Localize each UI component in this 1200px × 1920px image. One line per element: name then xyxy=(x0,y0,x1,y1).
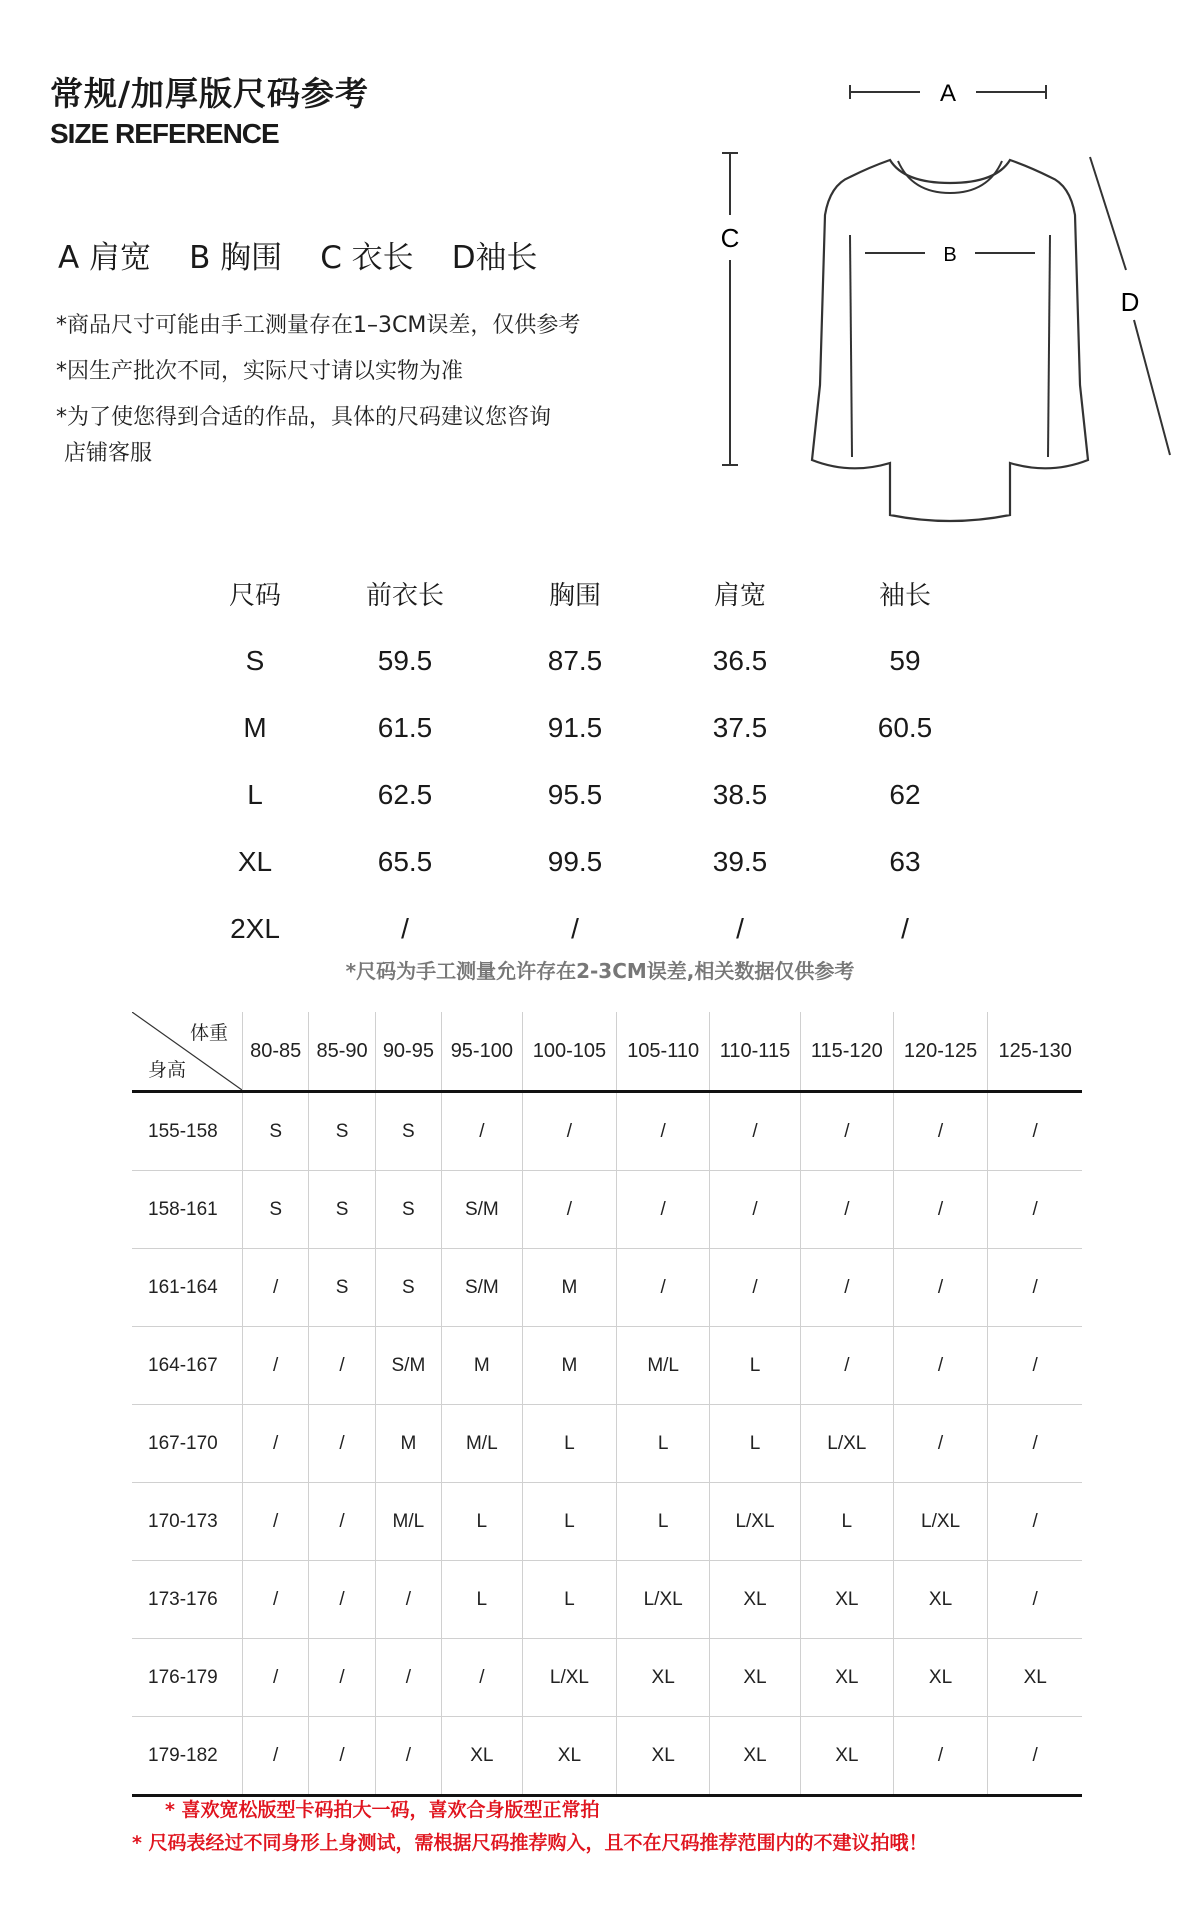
table-row xyxy=(132,1249,1082,1327)
recommendation-cell: L/XL xyxy=(800,1405,893,1483)
weight-header-cell: 110-115 xyxy=(710,1012,801,1092)
corner-cell xyxy=(132,1012,243,1092)
recommendation-cell: / xyxy=(800,1327,893,1405)
size-table-header xyxy=(190,560,990,627)
recommendation-cell: S/M xyxy=(442,1249,523,1327)
measurement-legend xyxy=(58,232,538,277)
recommendation-cell: / xyxy=(988,1717,1082,1796)
table-row xyxy=(190,694,990,761)
recommendation-cell: XL xyxy=(617,1717,710,1796)
recommendation-cell: / xyxy=(309,1327,375,1405)
recommendation-cell: S xyxy=(375,1249,441,1327)
table-cell: 36.5 xyxy=(712,644,768,676)
recommendation-cell: / xyxy=(988,1327,1082,1405)
recommendation-cell: / xyxy=(309,1561,375,1639)
weight-header-row xyxy=(132,1012,1082,1092)
recommendation-cell: L xyxy=(617,1405,710,1483)
page-title: 常规/加厚版尺码参考 xyxy=(50,74,370,113)
weight-header-cell: 80-85 xyxy=(243,1012,309,1092)
note-line: *因生产批次不同，实际尺寸请以实物为准 xyxy=(56,359,464,384)
height-header-cell: 164-167 xyxy=(132,1327,243,1405)
recommendation-cell: XL xyxy=(800,1639,893,1717)
height-header-cell: 158-161 xyxy=(132,1171,243,1249)
recommendation-cell: / xyxy=(710,1249,801,1327)
weight-header-cell: 85-90 xyxy=(309,1012,375,1092)
recommendation-cell: / xyxy=(243,1483,309,1561)
recommendation-cell: / xyxy=(893,1717,988,1796)
recommendation-cell: L xyxy=(800,1483,893,1561)
recommendation-cell: XL xyxy=(710,1717,801,1796)
height-header-cell: 161-164 xyxy=(132,1249,243,1327)
table-cell: 61.5 xyxy=(377,711,433,743)
recommendation-cell: S xyxy=(375,1171,441,1249)
recommendation-cell: / xyxy=(893,1405,988,1483)
height-header-cell: 167-170 xyxy=(132,1405,243,1483)
table-cell: / xyxy=(401,912,409,944)
legend-item-a: A 肩宽 xyxy=(58,240,152,276)
recommendation-cell: / xyxy=(800,1249,893,1327)
table-row xyxy=(132,1327,1082,1405)
recommendation-cell: M/L xyxy=(442,1405,523,1483)
footer-note: * 喜欢宽松版型卡码拍大一码，喜欢合身版型正常拍 xyxy=(165,1799,600,1821)
label-b: B xyxy=(943,244,957,266)
recommendation-cell: / xyxy=(988,1249,1082,1327)
table-cell: L xyxy=(247,778,263,810)
page-subtitle: SIZE REFERENCE xyxy=(50,118,279,149)
weight-label: 体重 xyxy=(189,1022,228,1044)
table-cell: 63 xyxy=(889,845,921,877)
recommendation-cell: / xyxy=(243,1249,309,1327)
table-cell: 87.5 xyxy=(547,644,603,676)
table-row xyxy=(190,627,990,694)
recommendation-cell: / xyxy=(710,1092,801,1171)
label-d: D xyxy=(1120,287,1140,317)
table-cell: 39.5 xyxy=(712,845,768,877)
header-cell: 袖长 xyxy=(878,581,931,611)
table-cell: S xyxy=(245,644,265,676)
recommendation-cell: / xyxy=(243,1327,309,1405)
table-cell: 38.5 xyxy=(712,778,768,810)
table-cell: XL xyxy=(237,845,273,877)
recommendation-cell: / xyxy=(988,1171,1082,1249)
recommendation-cell: L xyxy=(617,1483,710,1561)
recommendation-cell: L xyxy=(710,1405,801,1483)
recommendation-cell: XL xyxy=(617,1639,710,1717)
recommendation-cell: / xyxy=(988,1405,1082,1483)
recommendation-cell: / xyxy=(893,1092,988,1171)
table-row xyxy=(190,828,990,895)
table-cell: 91.5 xyxy=(547,711,603,743)
weight-header-cell: 125-130 xyxy=(988,1012,1082,1092)
recommendation-cell: L xyxy=(522,1561,617,1639)
recommendation-cell: S xyxy=(375,1092,441,1171)
recommendation-cell: / xyxy=(522,1171,617,1249)
recommendation-cell: L/XL xyxy=(710,1483,801,1561)
recommendation-cell: / xyxy=(309,1639,375,1717)
recommendation-cell: L xyxy=(442,1483,523,1561)
recommendation-cell: / xyxy=(309,1483,375,1561)
table-row xyxy=(132,1639,1082,1717)
table-cell: 62 xyxy=(889,778,921,810)
note-line: *为了使您得到合适的作品，具体的尺码建议您咨询 xyxy=(56,405,552,430)
weight-header-cell: 100-105 xyxy=(522,1012,617,1092)
table-row xyxy=(190,761,990,828)
recommendation-cell: XL xyxy=(988,1639,1082,1717)
recommendation-cell: / xyxy=(710,1171,801,1249)
table-cell: 65.5 xyxy=(377,845,433,877)
recommendation-cell: / xyxy=(988,1483,1082,1561)
table-cell: 59.5 xyxy=(377,644,433,676)
recommendation-cell: XL xyxy=(893,1561,988,1639)
recommendation-cell: S/M xyxy=(442,1171,523,1249)
recommendation-cell: XL xyxy=(893,1639,988,1717)
recommendation-cell: M xyxy=(375,1405,441,1483)
recommendation-cell: / xyxy=(893,1249,988,1327)
recommendation-cell: / xyxy=(800,1171,893,1249)
recommendation-cell: S/M xyxy=(375,1327,441,1405)
recommendation-cell: XL xyxy=(442,1717,523,1796)
recommendation-cell: XL xyxy=(800,1717,893,1796)
table-row xyxy=(132,1092,1082,1171)
header-cell: 前衣长 xyxy=(365,581,444,611)
table-row xyxy=(132,1171,1082,1249)
note-line: 店铺客服 xyxy=(64,441,153,466)
legend-item-d: D袖长 xyxy=(451,240,538,276)
recommendation-cell: / xyxy=(893,1327,988,1405)
table-cell: / xyxy=(901,912,909,944)
table-row xyxy=(132,1483,1082,1561)
garment-diagram xyxy=(700,65,1180,525)
footer-note: * 尺码表经过不同身形上身测试，需根据尺码推荐购入，且不在尺码推荐范围内的不建议拍哦！ xyxy=(132,1832,928,1854)
table-row xyxy=(132,1405,1082,1483)
recommendation-cell: / xyxy=(243,1405,309,1483)
table-row xyxy=(132,1561,1082,1639)
height-header-cell: 176-179 xyxy=(132,1639,243,1717)
table-cell: M xyxy=(243,711,267,743)
recommendation-cell: / xyxy=(375,1561,441,1639)
recommendation-cell: / xyxy=(243,1561,309,1639)
header-cell: 胸围 xyxy=(548,581,601,611)
table-cell: 59 xyxy=(889,644,921,676)
table-cell: 60.5 xyxy=(877,711,933,743)
note-line: *商品尺寸可能由手工测量存在1–3CM误差，仅供参考 xyxy=(56,313,581,338)
label-a: A xyxy=(939,80,957,107)
recommendation-cell: / xyxy=(309,1405,375,1483)
weight-header-cell: 90-95 xyxy=(375,1012,441,1092)
recommendation-cell: S xyxy=(243,1092,309,1171)
recommendation-cell: L xyxy=(710,1327,801,1405)
header-cell: 尺码 xyxy=(228,581,281,611)
recommendation-cell: S xyxy=(309,1171,375,1249)
recommendation-cell: XL xyxy=(710,1561,801,1639)
recommendation-cell: XL xyxy=(710,1639,801,1717)
recommendation-cell: / xyxy=(442,1639,523,1717)
recommendation-cell: / xyxy=(617,1171,710,1249)
table-cell: / xyxy=(736,912,744,944)
table-cell: / xyxy=(571,912,579,944)
legend-item-b: B 胸围 xyxy=(189,240,283,276)
legend-item-c: C 衣长 xyxy=(320,240,414,276)
height-header-cell: 179-182 xyxy=(132,1717,243,1796)
recommendation-cell: L xyxy=(442,1561,523,1639)
height-header-cell: 155-158 xyxy=(132,1092,243,1171)
recommendation-cell: XL xyxy=(522,1717,617,1796)
table-row xyxy=(132,1717,1082,1796)
recommendation-cell: L/XL xyxy=(522,1639,617,1717)
recommendation-cell: S xyxy=(309,1249,375,1327)
recommendation-cell: / xyxy=(522,1092,617,1171)
recommendation-cell: / xyxy=(243,1717,309,1796)
table-row xyxy=(190,895,990,962)
recommendation-cell: M xyxy=(522,1249,617,1327)
weight-header-cell: 105-110 xyxy=(617,1012,710,1092)
recommendation-cell: / xyxy=(617,1249,710,1327)
weight-header-cell: 120-125 xyxy=(893,1012,988,1092)
recommendation-cell: M xyxy=(442,1327,523,1405)
recommendation-cell: / xyxy=(243,1639,309,1717)
header-cell: 肩宽 xyxy=(713,581,766,611)
recommendation-cell: / xyxy=(893,1171,988,1249)
recommendation-cell: / xyxy=(617,1092,710,1171)
table-cell: 99.5 xyxy=(547,845,603,877)
recommendation-cell: / xyxy=(375,1717,441,1796)
recommendation-cell: / xyxy=(988,1561,1082,1639)
recommendation-cell: L/XL xyxy=(893,1483,988,1561)
recommendation-cell: / xyxy=(375,1639,441,1717)
height-label: 身高 xyxy=(148,1059,187,1081)
recommendation-cell: XL xyxy=(800,1561,893,1639)
size-table xyxy=(190,560,990,962)
recommendation-cell: L xyxy=(522,1405,617,1483)
weight-header-cell: 115-120 xyxy=(800,1012,893,1092)
size-table-note: *尺码为手工测量允许存在2-3CM误差,相关数据仅供参考 xyxy=(345,959,855,983)
recommendation-cell: M/L xyxy=(617,1327,710,1405)
size-recommendation-table xyxy=(132,1012,1082,1797)
recommendation-cell: S xyxy=(243,1171,309,1249)
recommendation-cell: M xyxy=(522,1327,617,1405)
recommendation-cell: / xyxy=(309,1717,375,1796)
recommendation-cell: L/XL xyxy=(617,1561,710,1639)
recommendation-cell: / xyxy=(442,1092,523,1171)
weight-header-cell: 95-100 xyxy=(442,1012,523,1092)
height-header-cell: 173-176 xyxy=(132,1561,243,1639)
table-cell: 95.5 xyxy=(547,778,603,810)
recommendation-cell: L xyxy=(522,1483,617,1561)
table-cell: 2XL xyxy=(230,912,280,944)
table-cell: 37.5 xyxy=(712,711,768,743)
height-header-cell: 170-173 xyxy=(132,1483,243,1561)
recommendation-cell: M/L xyxy=(375,1483,441,1561)
recommendation-cell: / xyxy=(988,1092,1082,1171)
label-c: C xyxy=(720,223,740,253)
recommendation-cell: / xyxy=(800,1092,893,1171)
table-cell: 62.5 xyxy=(377,778,433,810)
recommendation-cell: S xyxy=(309,1092,375,1171)
